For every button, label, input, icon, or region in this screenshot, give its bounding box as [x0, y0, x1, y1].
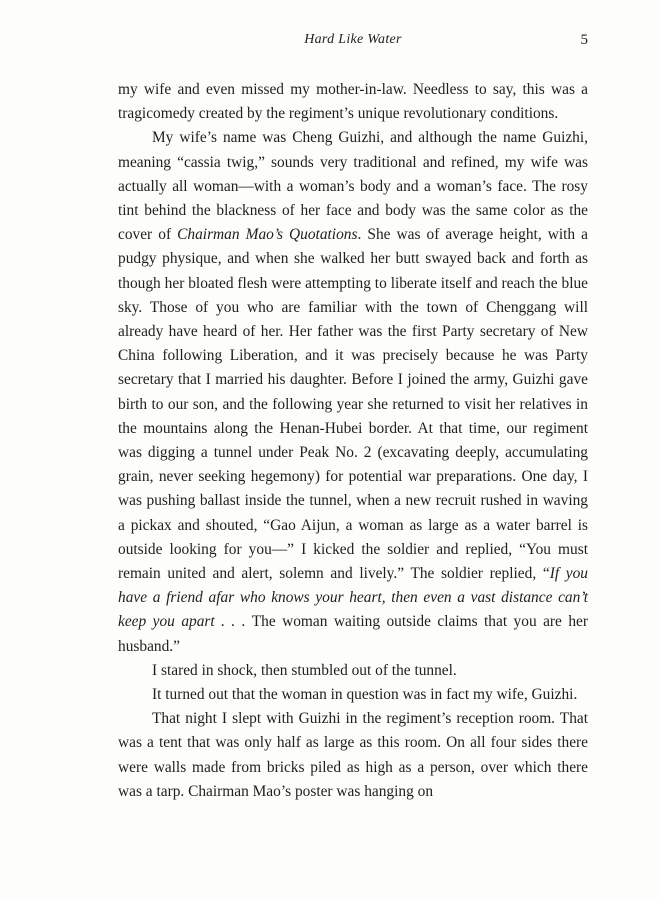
- paragraph-4: [118, 683, 588, 707]
- paragraph-2-text-a: My wife’s name was Cheng Guizhi, and although the name Guizhi, meaning “cassia twig,” sounds very traditional and refined, my wife was actually all woman—with a woman’s body and a woman’s face. The rosy tint behind the blackness of her face and body was the same color as the cover of: [118, 129, 588, 244]
- paragraph-3-text: I stared in shock, then stumbled out of the tunnel.: [152, 661, 457, 679]
- paragraph-2-text-b: . She was of average height, with a pudgy physique, and when she walked her butt swayed back and forth as though her bloated flesh were attempting to liberate itself and reach the blue sky. Those of you who are familiar with the town of Chenggang will already have heard of her. Her father was the first Party secretary of New China following Liberation, and it was precisely because he was Party secretary that I married his daughter. Before I joined the army, Guizhi gave birth to our son, and the following year she returned to visit her relatives in the mountains along the Henan-Hubei border. At that time, our regiment was digging a tunnel under Peak No. 2 (excavating deeply, accumulating grain, never seeking hegemony) for potential war preparations. One day, I was pushing ballast inside the tunnel, when a new recruit rushed in waving a pickax and shouted, “Gao Aijun, a woman as large as a water barrel is outside looking for you—” I kicked the soldier and replied, “You must remain united and alert, solemn and lively.” The soldier replied, “: [118, 226, 588, 583]
- page-number: 5: [580, 32, 588, 48]
- paragraph-4-text: It turned out that the woman in question was in fact my wife, Guizhi.: [152, 686, 578, 704]
- paragraph-2-text-c: The woman waiting outside claims that you are her husband.”: [118, 613, 588, 655]
- book-title-italic: Chairman Mao’s Quotations: [177, 226, 358, 244]
- paragraph-1: [118, 78, 588, 126]
- running-head: [118, 32, 588, 54]
- soldier-quote-italic: If you have a friend afar who knows your heart, then even a vast distance can’t keep you apart . . .: [118, 565, 588, 631]
- paragraph-3: [118, 659, 588, 683]
- paragraph-5-text: That night I slept with Guizhi in the regiment’s reception room. That was a tent that was only half as large as this room. On all four sides there were walls made from bricks piled as high as a person, over which there was a tarp. Chairman Mao’s poster was hanging on: [118, 710, 588, 800]
- paragraph-1-text: my wife and even missed my mother-in-law. Needless to say, this was a tragicomedy created by the regiment’s unique revolutionary conditions.: [118, 81, 588, 123]
- paragraph-5: [118, 707, 588, 804]
- paragraph-2: [118, 126, 588, 658]
- running-title: Hard Like Water: [304, 32, 402, 47]
- body-text: [118, 78, 588, 804]
